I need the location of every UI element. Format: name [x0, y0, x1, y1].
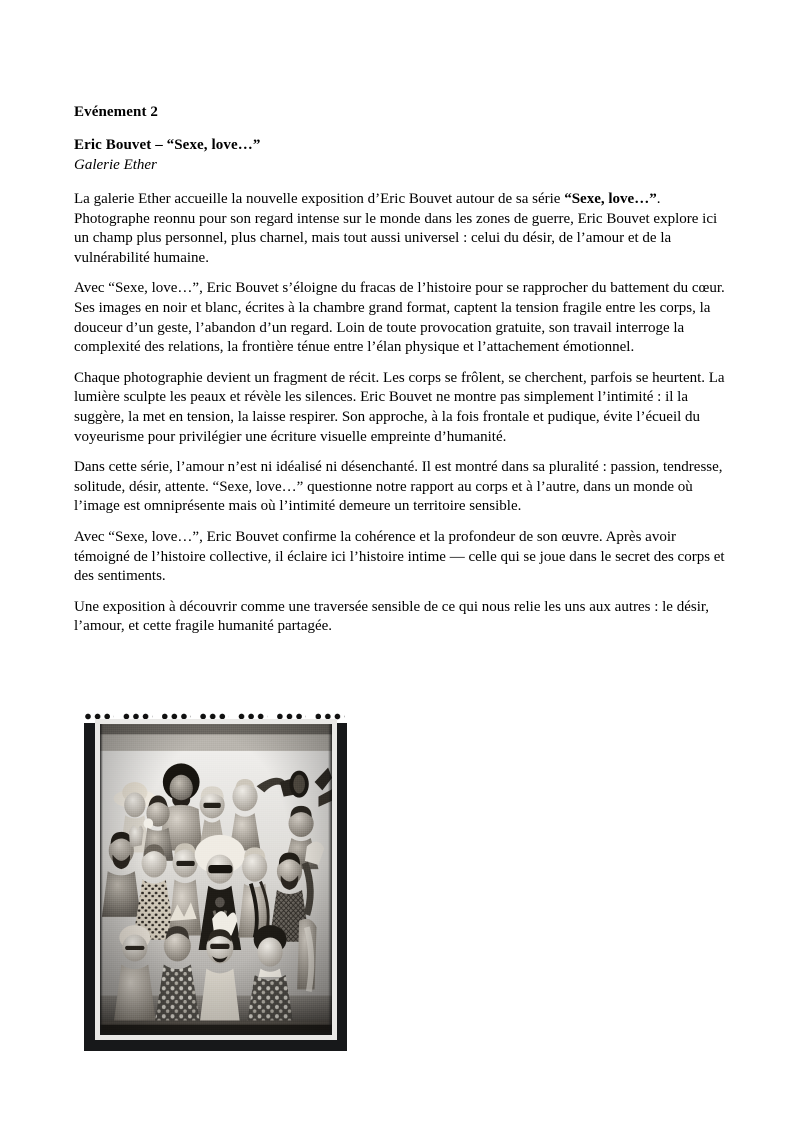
- body-paragraph: [74, 369, 729, 447]
- heading-event: Evénement 2: [74, 104, 159, 120]
- paragraph-text: Chaque photographie devient un fragment de récit. Les corps se frôlent, se cherchent, parfois se heurtent. La lumière sculpte les peaux et révèle les silences. Eric Bouvet ne montre pas simplement l’intimité : il la suggère, la met en tension, la laisse respirer. Son approche, à la fois frontale et pudique, évite l’écueil du voyeurisme pour privilégier une écriture visuelle empreinte d’humanité.: [74, 369, 725, 445]
- photograph-image: [100, 724, 332, 1035]
- body-paragraph: [74, 528, 729, 587]
- paragraph-text: . Photographe reonnu pour son regard intense sur le monde dans les zones de guerre, Eric Bouvet explore ici un champ plus personnel, plus charnel, mais tout aussi universel : celui du désir, de l’amour et de la vulnérabilité humaine.: [74, 191, 718, 266]
- paragraph-list: [74, 190, 729, 637]
- body-paragraph: [74, 279, 729, 357]
- emphasis-text: “Sexe, love…”: [564, 191, 657, 207]
- document-body: [74, 103, 729, 637]
- body-paragraph: [74, 598, 729, 637]
- paragraph-text: Avec “Sexe, love…”, Eric Bouvet s’éloigne du fracas de l’histoire pour se rapprocher du battement du cœur. Ses images en noir et blanc, écrites à la chambre grand format, captent la tension fragile entre les corps, la douceur d’un geste, l’abandon d’un regard. Loin de toute provocation gratuite, son travail interroge la complexité des relations, la frontière ténue entre l’élan physique et l’attachement émotionnel.: [74, 280, 725, 356]
- paragraph-text: Dans cette série, l’amour n’est ni idéalisé ni désenchanté. Il est montré dans sa pluralité : passion, tendresse, solitude, désir, attente. “Sexe, love…” questionne notre rapport au corps et à l’autre, dans un monde où l’image est omniprésente mais où l’intimité demeure un territoire sensible.: [74, 459, 723, 515]
- group-portrait-photograph: [84, 710, 347, 1051]
- heading-venue: Galerie Ether: [74, 157, 157, 173]
- paragraph-text: Une exposition à découvrir comme une traversée sensible de ce qui nous relie les uns aux autres : le désir, l’amour, et cette fragile humanité partagée.: [74, 598, 710, 635]
- paragraph-text: La galerie Ether accueille la nouvelle exposition d’Eric Bouvet autour de sa série: [74, 191, 565, 207]
- film-inner-mat: [95, 719, 337, 1040]
- body-paragraph: [74, 458, 729, 517]
- film-strip: [84, 710, 347, 1051]
- paragraph-text: Avec “Sexe, love…”, Eric Bouvet confirme la cohérence et la profondeur de son œuvre. Après avoir témoigné de l’histoire collective, il éclaire ici l’histoire intime — celle qui se joue dans le secret des corps et des sentiments.: [74, 528, 725, 585]
- body-paragraph: [74, 190, 729, 268]
- heading-exhibition-title: Eric Bouvet – “Sexe, love…”: [74, 137, 261, 153]
